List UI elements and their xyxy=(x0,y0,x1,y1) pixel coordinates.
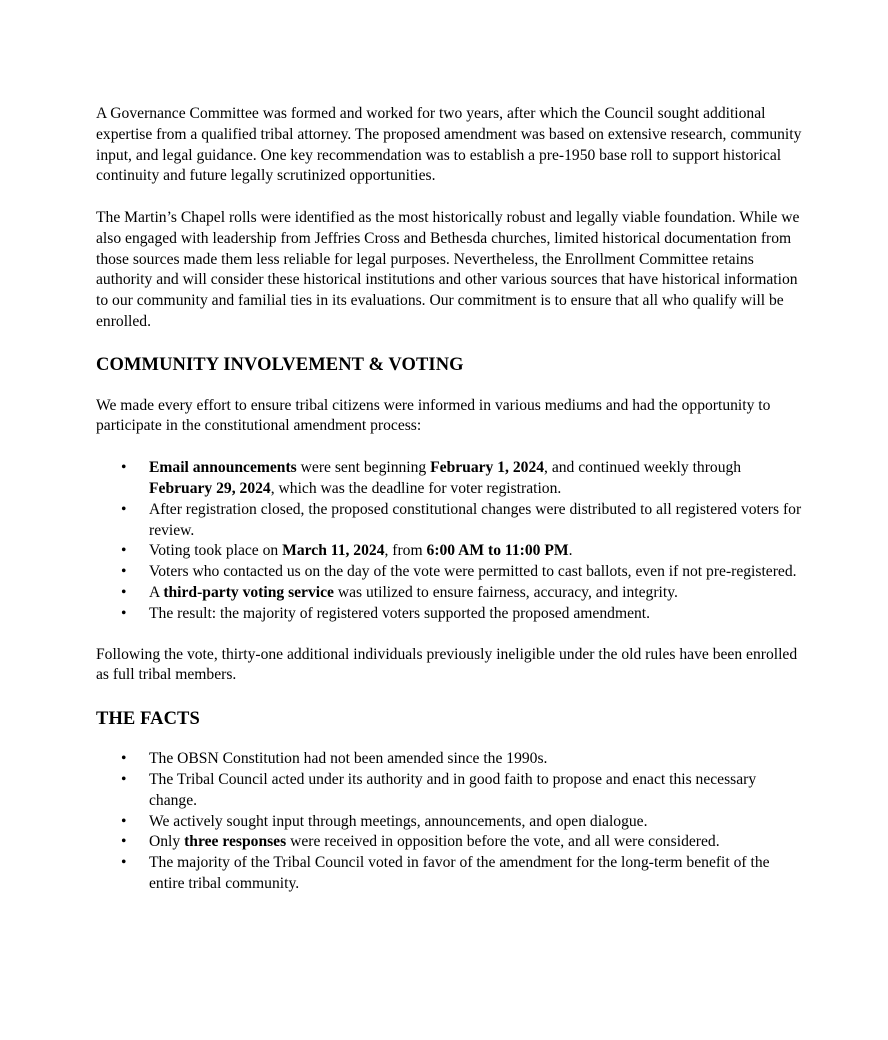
governance-paragraph: A Governance Committee was formed and worked for two years, after which the Council sought additional expertise from a qualified tribal attorney. The proposed amendment was based on extensive research, community input, and legal guidance. One key recommendation was to establish a pre-1950 base roll to support historical continuity and future legally scrutinized opportunities. xyxy=(96,105,802,185)
bullet-icon: • xyxy=(121,812,127,830)
enrollment-result-paragraph: Following the vote, thirty-one additional individuals previously ineligible under the old rules have been enrolled as full tribal members. xyxy=(96,645,798,684)
community-list xyxy=(96,458,802,624)
list-item: • Email announcements were sent beginning February 1, 2024, and continued weekly through February 29, 2024, which was the deadline for voter registration. xyxy=(121,459,742,497)
facts-list xyxy=(96,749,802,895)
list-item: • The Tribal Council acted under its authority and in good faith to propose and enact this necessary change. xyxy=(121,770,757,809)
bullet-icon: • xyxy=(121,542,127,560)
bullet-icon: • xyxy=(121,563,127,581)
bullet-icon: • xyxy=(121,750,127,768)
list-item: • Only three responses were received in opposition before the vote, and all were considered. xyxy=(96,832,802,853)
list-item: • Voting took place on March 11, 2024, from 6:00 AM to 11:00 PM. xyxy=(96,541,802,562)
list-item: • The OBSN Constitution had not been amended since the 1990s. xyxy=(96,749,802,770)
list-item: • The result: the majority of registered voters supported the proposed amendment. xyxy=(96,604,802,625)
bullet-icon: • xyxy=(121,770,127,788)
facts-heading: THE FACTS xyxy=(96,709,200,730)
community-heading: COMMUNITY INVOLVEMENT & VOTING xyxy=(96,354,464,375)
martins-chapel-paragraph: The Martin’s Chapel rolls were identified as the most historically robust and legally viable foundation. While we also engaged with leadership from Jeffries Cross and Bethesda churches, limited historical documentation from those sources made them less reliable for legal purposes. Nevertheless, the Enrollment Committee retains authority and will consider these historical institutions and other various sources that have historical information to our community and familial ties in its evaluations. Our commitment is to ensure that all who qualify will be enrolled. xyxy=(96,208,800,330)
bullet-icon: • xyxy=(121,583,127,601)
bullet-icon: • xyxy=(121,833,127,851)
list-item: • After registration closed, the proposed constitutional changes were distributed to all registered voters for review. xyxy=(121,500,802,539)
document-page xyxy=(96,104,802,895)
list-item: • A third-party voting service was utilized to ensure fairness, accuracy, and integrity. xyxy=(96,583,802,604)
community-intro: We made every effort to ensure tribal citizens were informed in various mediums and had the opportunity to participate in the constitutional amendment process: xyxy=(96,396,771,435)
list-item: • Voters who contacted us on the day of the vote were permitted to cast ballots, even if not pre-registered. xyxy=(96,562,802,583)
bullet-icon: • xyxy=(121,500,127,518)
bullet-icon: • xyxy=(121,459,127,477)
list-item: • The majority of the Tribal Council voted in favor of the amendment for the long-term benefit of the entire tribal community. xyxy=(121,854,770,892)
bullet-icon: • xyxy=(121,604,127,622)
list-item: • We actively sought input through meetings, announcements, and open dialogue. xyxy=(96,812,802,833)
bullet-icon: • xyxy=(121,854,127,872)
